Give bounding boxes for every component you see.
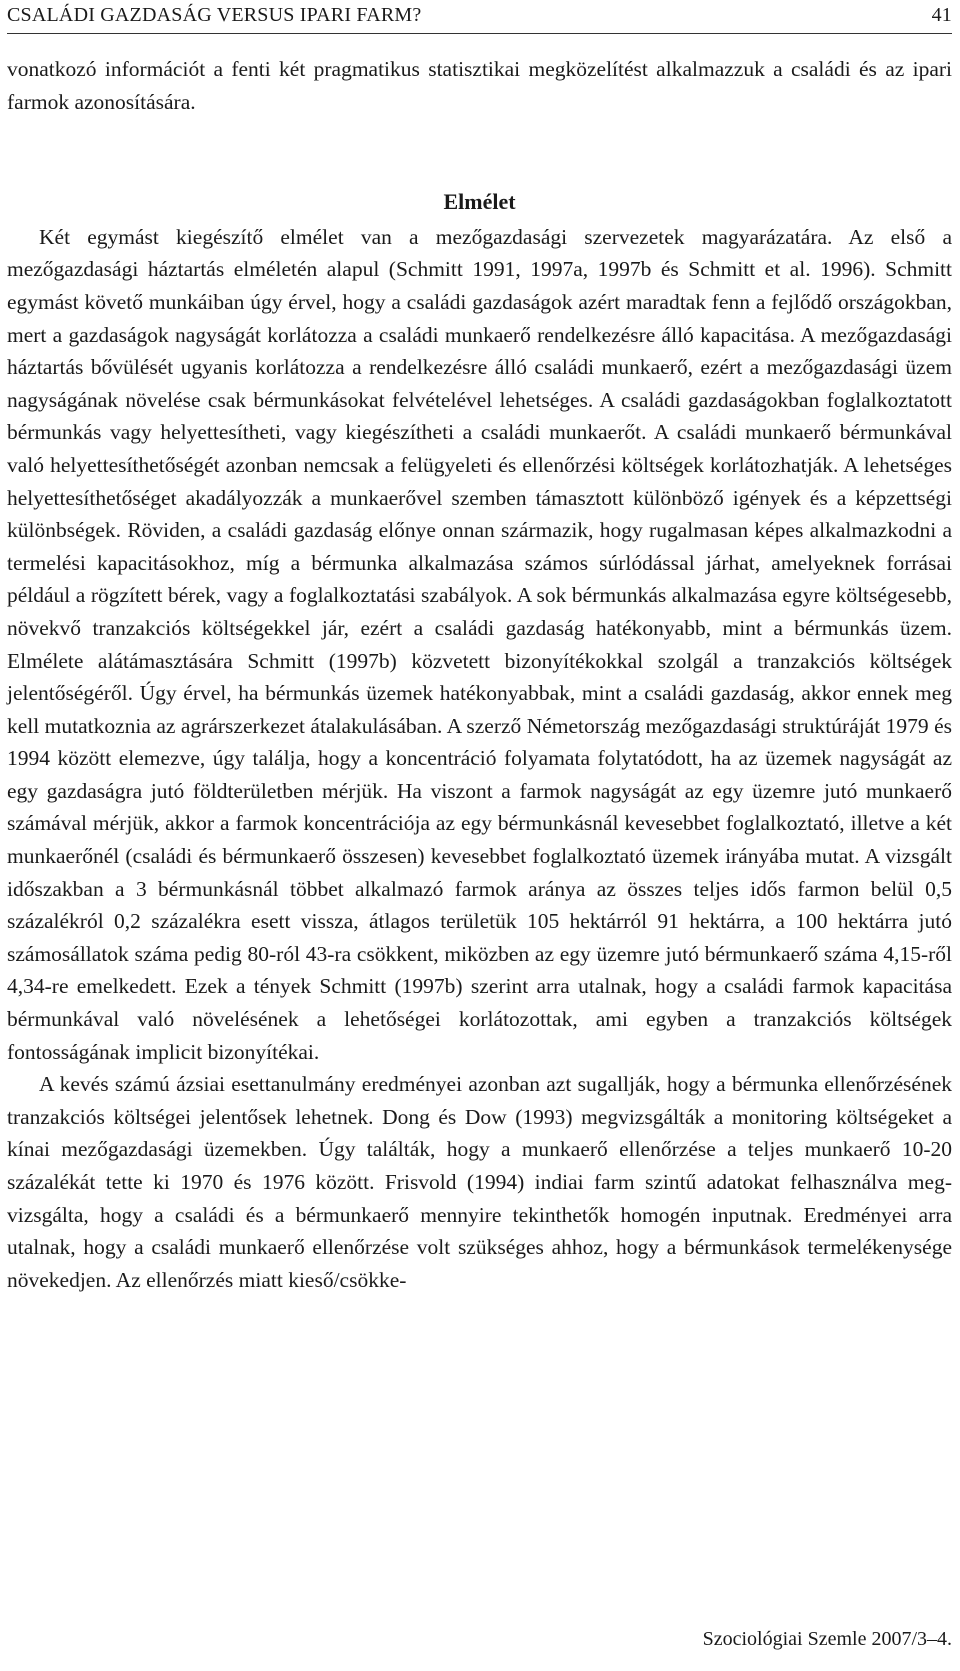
journal-footer: Szociológiai Szemle 2007/3–4. [702, 1628, 952, 1650]
page-number: 41 [931, 4, 952, 26]
header-rule [7, 33, 952, 34]
running-title: CSALÁDI GAZDASÁG VERSUS IPARI FARM? [7, 4, 422, 26]
body-paragraph-2: A kevés számú ázsiai esettanulmány eredményei azonban azt sugallják, hogy a bérmunka ellenőrzésének tranzakciós költségei jelentősek lehetnek. Dong és Dow (1993) megvizsgálták a monitoring költségeket a kínai mezőgazdasági üzemekben. Úgy találták, hogy a munkaerő ellenőrzése a teljes munkaerő 10-20 százalékát tette ki 1970 és 1976 között. Frisvold (1994) indiai farm szintű adatokat felhasználva megvizsgálta, hogy a családi és a bérmunkaerő mennyire tekinthetők homogén inputnak. Eredményei arra utalnak, hogy a családi munkaerő ellenőrzése volt szükséges ahhoz, hogy a bérmunkások termelékenysége növekedjen. Az ellenőrzés miatt kieső/csökke- [7, 1072, 952, 1292]
intro-paragraph: vonatkozó információt a fenti két pragmatikus statisztikai megközelítést alkalmazzuk a családi és az ipari farmok azonosítására. [7, 57, 952, 114]
page-body [7, 53, 952, 1296]
section-heading: Elmélet [443, 189, 516, 215]
running-header [7, 4, 952, 34]
body-paragraph-1: Két egymást kiegészítő elmélet van a mezőgazdasági szervezetek magyarázatára. Az első a mezőgazdasági háztartás elméletén alapul (Schmitt 1991, 1997a, 1997b és Schmitt et al. 1996). Schmitt egymást követő munkáiban úgy érvel, hogy a családi gazdaságok azért maradtak fenn a fejlődő országokban, mert a gazdaságok nagyságát korlátozza a családi munkaerő rendelkezésre álló kapacitása. A mezőgazdasági háztartás bővülését ugyanis korlátozza a rendelkezésre álló családi munkaerő, ezért a mezőgazdasági üzem nagyságának növelése csak bérmunkásokat felvételével lehetséges. A családi gazdaságokban foglalkoztatott bérmunkás vagy helyettesítheti, vagy kiegészítheti a családi munkaerőt. A családi munkaerő bérmunkával való helyettesíthetőségét azonban nemcsak a felügyeleti és ellenőrzési költségek korlátozhatják. A lehetséges helyettesíthetőséget akadályozzák a munkaerővel szemben támasztott különböző igények és a képzettségi különbségek. Röviden, a családi gazdaság előnye onnan származik, hogy rugalmasan képes alkalmazkodni a termelési kapacitásokhoz, míg a bérmunka alkalmazása számos súrlódással járhat, amelyeknek forrásai például a rögzített bérek, vagy a foglalkoztatási szabályok. A sok bérmunkás alkalmazása egyre költségesebb, növekvő tranzakciós költségekkel jár, ezért a családi gazdaság hatékonyabb, mint a bérmunkás üzem. Elmélete alátámasztására Schmitt (1997b) közvetett bizonyítékokkal szolgál a tranzakciós költségek jelentőségéről. Úgy érvel, ha bérmunkás üzemek hatékonyabbak, mint a családi gazdaság, akkor ennek meg kell mutatkoznia az agrárszerkezet átalakulásában. A szerző Németország mezőgazdasági struktúráját 1979 és 1994 között elemezve, úgy találja, hogy a koncentráció folyamata folytatódott, ha az üzemek nagyságát az egy gazdaságra jutó földterületben mérjük. Ha viszont a farmok nagyságát az egy üzemre jutó munkaerő számával mérjük, akkor a farmok koncentrációja az egy bérmunkásnál kevesebbet foglalkoztató, illetve a két munkaerőnél (családi és bérmunkaerő összesen) kevesebbet foglalkoztató üzemek irányába mutat. A vizsgált időszakban a 3 bérmunkásnál többet alkalmazó farmok aránya az összes teljes idős farmon belül 0,5 százalékról 0,2 százalékra esett vissza, átlagos területük 105 hektárról 91 hektárra, a 100 hektárra jutó számosállatok száma pedig 80-ról 43-ra csökkent, miközben az egy üzemre jutó bérmunkaerő száma 4,15-ről 4,34-re emelkedett. Ezek a tények Schmitt (1997b) szerint arra utalnak, hogy a családi farmok kapacitása bérmunkával való növelésének a lehetőségei korlátozottak, ami egyben a tranzakciós költségek fontosságának implicit bizonyítékai. [7, 224, 952, 1064]
